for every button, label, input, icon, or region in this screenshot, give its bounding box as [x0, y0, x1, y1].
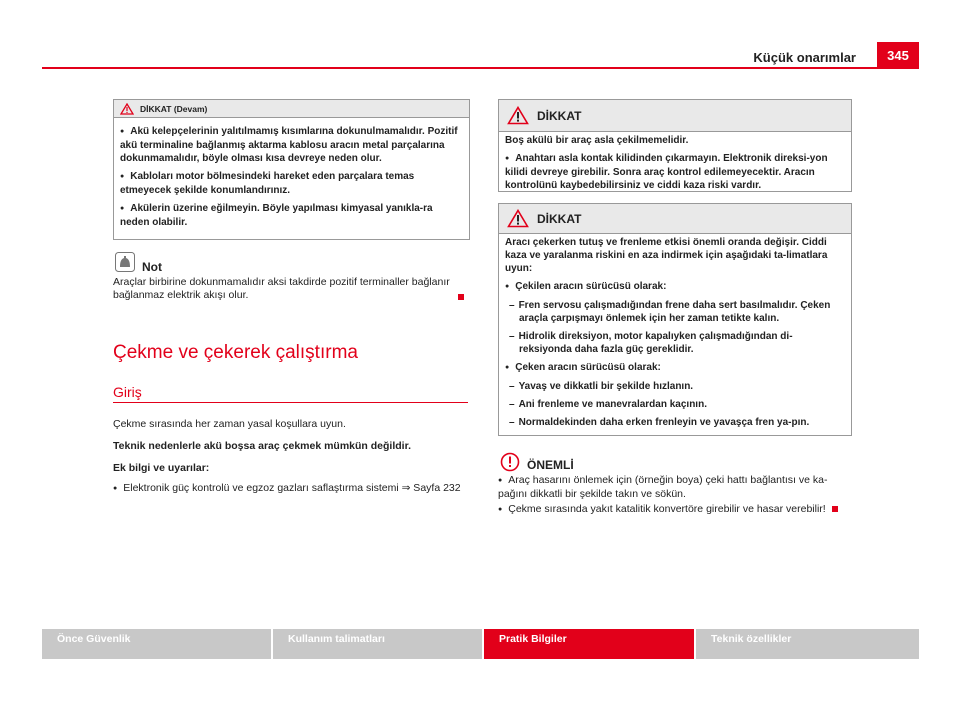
warning-box-1-title: DİKKAT	[537, 108, 582, 123]
important-item-text: ● Çekme sırasında yakıt katalitik konvertöre girebilir ve hasar verebilir!	[498, 503, 826, 515]
warning-item: ● Akü kelepçelerinin yalıtılmamış kısımlarına dokunulmamalıdır. Pozitif akü terminaline bağlanmış aktarma kablosu aracın metal parçalarına dokunmamalıdır, böyle olması kısa devreye neden olur.	[120, 125, 463, 165]
group-item-text: Yavaş ve dikkatli bir şekilde hızlanın.	[518, 381, 694, 392]
important-item	[498, 474, 854, 501]
warning-continued-title: DİKKAT (Devam)	[140, 103, 208, 114]
warning-box-1-body	[499, 132, 851, 196]
extra-label: Ek bilgi ve uyarılar:	[113, 462, 210, 474]
end-marker	[458, 294, 464, 300]
footer-nav	[42, 629, 919, 659]
group-item-text: Fren servosu çalışmadığından frene daha sert basılmalıdır. Çeken araçla çarpışmayı önlemek için her zaman tetikte kalın.	[518, 300, 831, 324]
note-text-content: Araçlar birbirine dokunmamalıdır aksi takdirde pozitif terminaller bağlanır bağlanmaz elektrik akışı olur.	[113, 276, 450, 301]
section-title: Çekme ve çekerek çalıştırma	[113, 342, 358, 363]
warning-box-2-intro: Aracı çekerken tutuş ve frenleme etkisi önemli oranda değişir. Ciddi kaza ve yaralanma riskini en aza indirmek için aşağıdaki ta-limatlara uyun:	[505, 237, 828, 274]
important-title: ÖNEMLİ	[527, 458, 574, 472]
warning-item: ● Akülerin üzerine eğilmeyin. Böyle yapılması kimyasal yanıkla-ra neden olabilir.	[120, 202, 463, 229]
note-icon	[115, 252, 135, 277]
subsection-title: Giriş	[113, 384, 142, 400]
footer-tab-operation[interactable]: Kullanım talimatları	[273, 629, 482, 659]
warning-box-1-header	[499, 100, 851, 132]
group-item-text: Hidrolik direksiyon, motor kapalıyken çalışmadığından di-reksiyonda daha fazla güç gereklidir.	[518, 331, 793, 355]
group-item-text: Ani frenleme ve manevralardan kaçının.	[518, 399, 707, 410]
footer-tab-practical[interactable]: Pratik Bilgiler	[484, 629, 694, 659]
warning-box-2	[498, 203, 852, 436]
subsection-divider	[113, 402, 468, 403]
warning-continued-box	[113, 99, 470, 240]
warning-box-1-intro: Boş akülü bir araç asla çekilmemelidir.	[505, 135, 689, 146]
extra-item-text: ● Elektronik güç kontrolü ve egzoz gazları saflaştırma sistemi ⇒ Sayfa 232	[113, 482, 461, 494]
group-label: ● Çekilen aracın sürücüsü olarak:	[505, 280, 845, 294]
group-item: – Yavaş ve dikkatli bir şekilde hızlanın.	[509, 381, 694, 392]
important-item	[498, 503, 858, 517]
warning-triangle-icon	[507, 106, 529, 125]
warning-box-2-header	[499, 204, 851, 234]
important-item-text: ● Araç hasarını önlemek için (örneğin boya) çeki hattı bağlantısı ve ka-pağını dikkatli bir şekilde takın ve sökün.	[498, 474, 827, 500]
warning-triangle-icon	[120, 103, 134, 115]
group-item: – Fren servosu çalışmadığından frene daha sert basılmalıdır. Çeken araçla çarpışmayı önlemek için her zaman tetikte kalın.	[509, 300, 831, 324]
page-header-title: Küçük onarımlar	[753, 50, 856, 65]
note-title: Not	[142, 260, 162, 274]
intro-text: Çekme sırasında her zaman yasal koşullara uyun.	[113, 418, 346, 430]
warning-triangle-icon	[507, 209, 529, 228]
group-item-text: Normaldekinden daha erken frenleyin ve yavaşça fren ya-pın.	[518, 417, 810, 428]
warning-box-2-title: DİKKAT	[537, 211, 582, 226]
footer-tab-safety[interactable]: Önce Güvenlik	[42, 629, 271, 659]
warning-item: ● Kabloları motor bölmesindeki hareket eden parçalara temas etmeyecek şekilde konumlandırınız.	[120, 170, 463, 197]
footer-tab-technical[interactable]: Teknik özellikler	[696, 629, 919, 659]
group-item: – Hidrolik direksiyon, motor kapalıyken çalışmadığından di-reksiyonda daha fazla güç gereklidir.	[509, 331, 793, 355]
warning-continued-header	[114, 100, 469, 118]
group-label: ● Çeken aracın sürücüsü olarak:	[505, 361, 845, 375]
warning-continued-body	[114, 118, 469, 233]
warning-box-1	[498, 99, 852, 192]
warning-box-2-body	[499, 234, 851, 433]
group-item: – Ani frenleme ve manevralardan kaçının.	[509, 399, 707, 410]
warning-item: ● Anahtarı asla kontak kilidinden çıkarmayın. Elektronik direksi-yon kilidi devreye girebilir. Sonra araç kontrol edilemeyecektir. Aracın kontrolünü kaybedebilirsiniz ve ciddi kaza riski vardır.	[505, 152, 845, 192]
extra-item	[113, 482, 468, 496]
header-divider	[42, 67, 919, 69]
page-number: 345	[877, 42, 919, 67]
bold-text: Teknik nedenlerle akü boşsa araç çekmek mümkün değildir.	[113, 440, 412, 452]
group-item: – Normaldekinden daha erken frenleyin ve yavaşça fren ya-pın.	[509, 417, 810, 428]
note-text	[113, 276, 471, 302]
end-marker	[832, 506, 838, 512]
